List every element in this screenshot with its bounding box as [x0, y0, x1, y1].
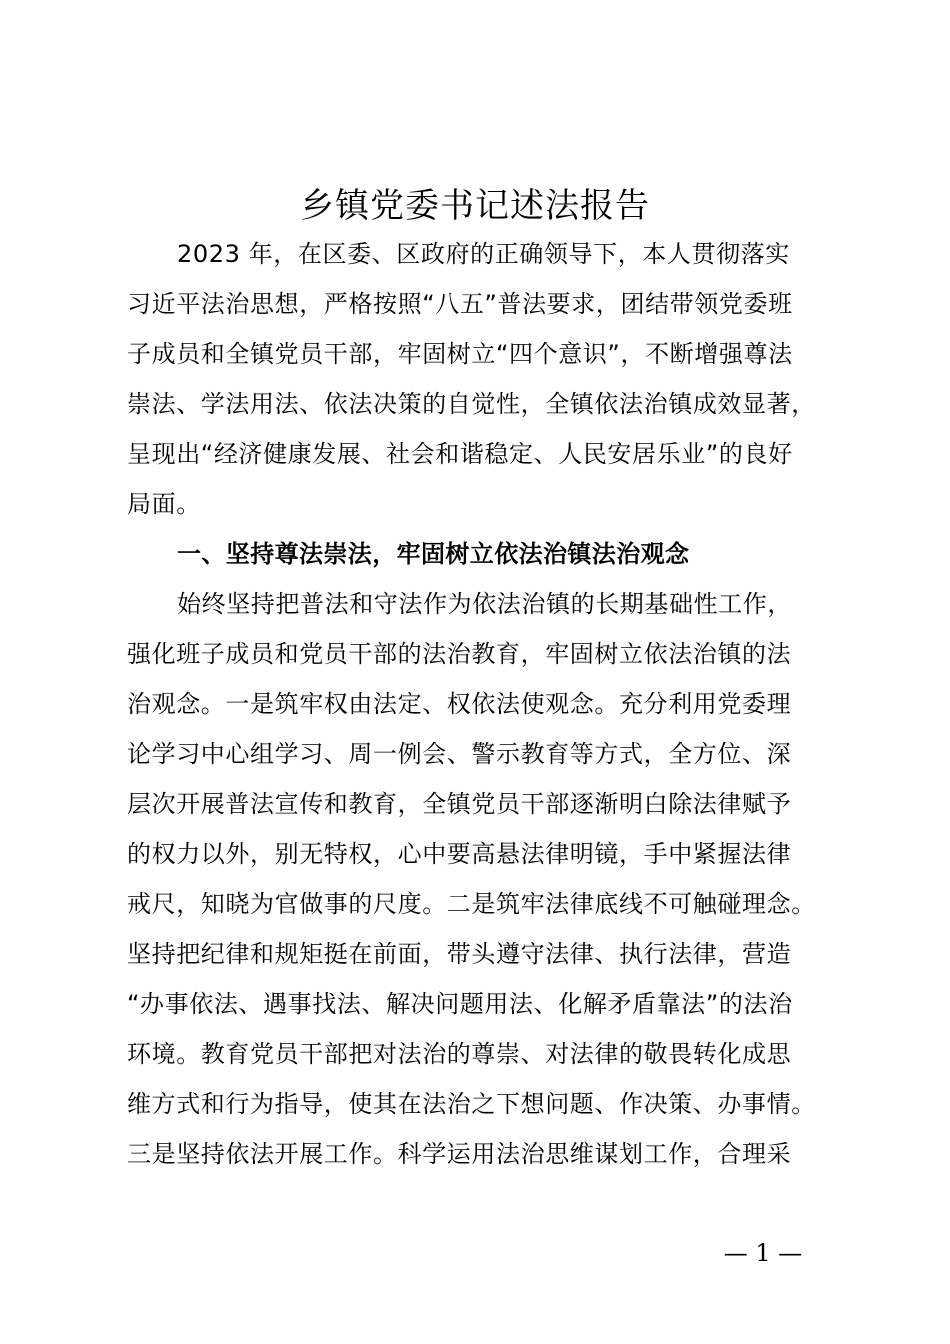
paragraph-line: 始终坚持把普法和守法作为依法治镇的长期基础性工作，: [177, 590, 792, 618]
paragraph-line: 层次开展普法宣传和教育，全镇党员干部逐渐明白除法律赋予: [127, 790, 792, 818]
page-number: — 1 —: [723, 1239, 803, 1267]
paragraph-line: 三是坚持依法开展工作。科学运用法治思维谋划工作，合理采: [127, 1140, 792, 1168]
document-title: 乡镇党委书记述法报告: [300, 186, 650, 226]
paragraph-line: 坚持把纪律和规矩挺在前面，带头遵守法律、执行法律，营造: [127, 940, 792, 968]
paragraph-line: 崇法、学法用法、依法决策的自觉性，全镇依法治镇成效显著，: [127, 390, 816, 418]
paragraph-line: 维方式和行为指导，使其在法治之下想问题、作决策、办事情。: [127, 1090, 816, 1118]
section-heading: 一、坚持尊法崇法，牢固树立依法治镇法治观念: [177, 540, 690, 568]
paragraph-line: 子成员和全镇党员干部，牢固树立“四个意识”，不断增强尊法: [127, 340, 793, 368]
paragraph-line: 戒尺，知晓为官做事的尺度。二是筑牢法律底线不可触碰理念。: [127, 890, 816, 918]
paragraph-line: 强化班子成员和党员干部的法治教育，牢固树立依法治镇的法: [127, 640, 792, 668]
paragraph-line: 习近平法治思想，严格按照“八五”普法要求，团结带领党委班: [127, 290, 793, 318]
paragraph-line: 治观念。一是筑牢权由法定、权依法使观念。充分利用党委理: [127, 690, 792, 718]
paragraph-line: 2023 年，在区委、区政府的正确领导下，本人贯彻落实: [177, 240, 790, 268]
paragraph-line: 呈现出“经济健康发展、社会和谐稳定、人民安居乐业”的良好: [127, 440, 793, 468]
paragraph-line: 的权力以外，别无特权，心中要高悬法律明镜，手中紧握法律: [127, 840, 792, 868]
paragraph-line: 环境。教育党员干部把对法治的尊崇、对法律的敬畏转化成思: [127, 1040, 792, 1068]
paragraph-line: “办事依法、遇事找法、解决问题用法、化解矛盾靠法”的法治: [127, 990, 793, 1018]
paragraph-line: 论学习中心组学习、周一例会、警示教育等方式，全方位、深: [127, 740, 792, 768]
paragraph-line: 局面。: [127, 490, 201, 518]
